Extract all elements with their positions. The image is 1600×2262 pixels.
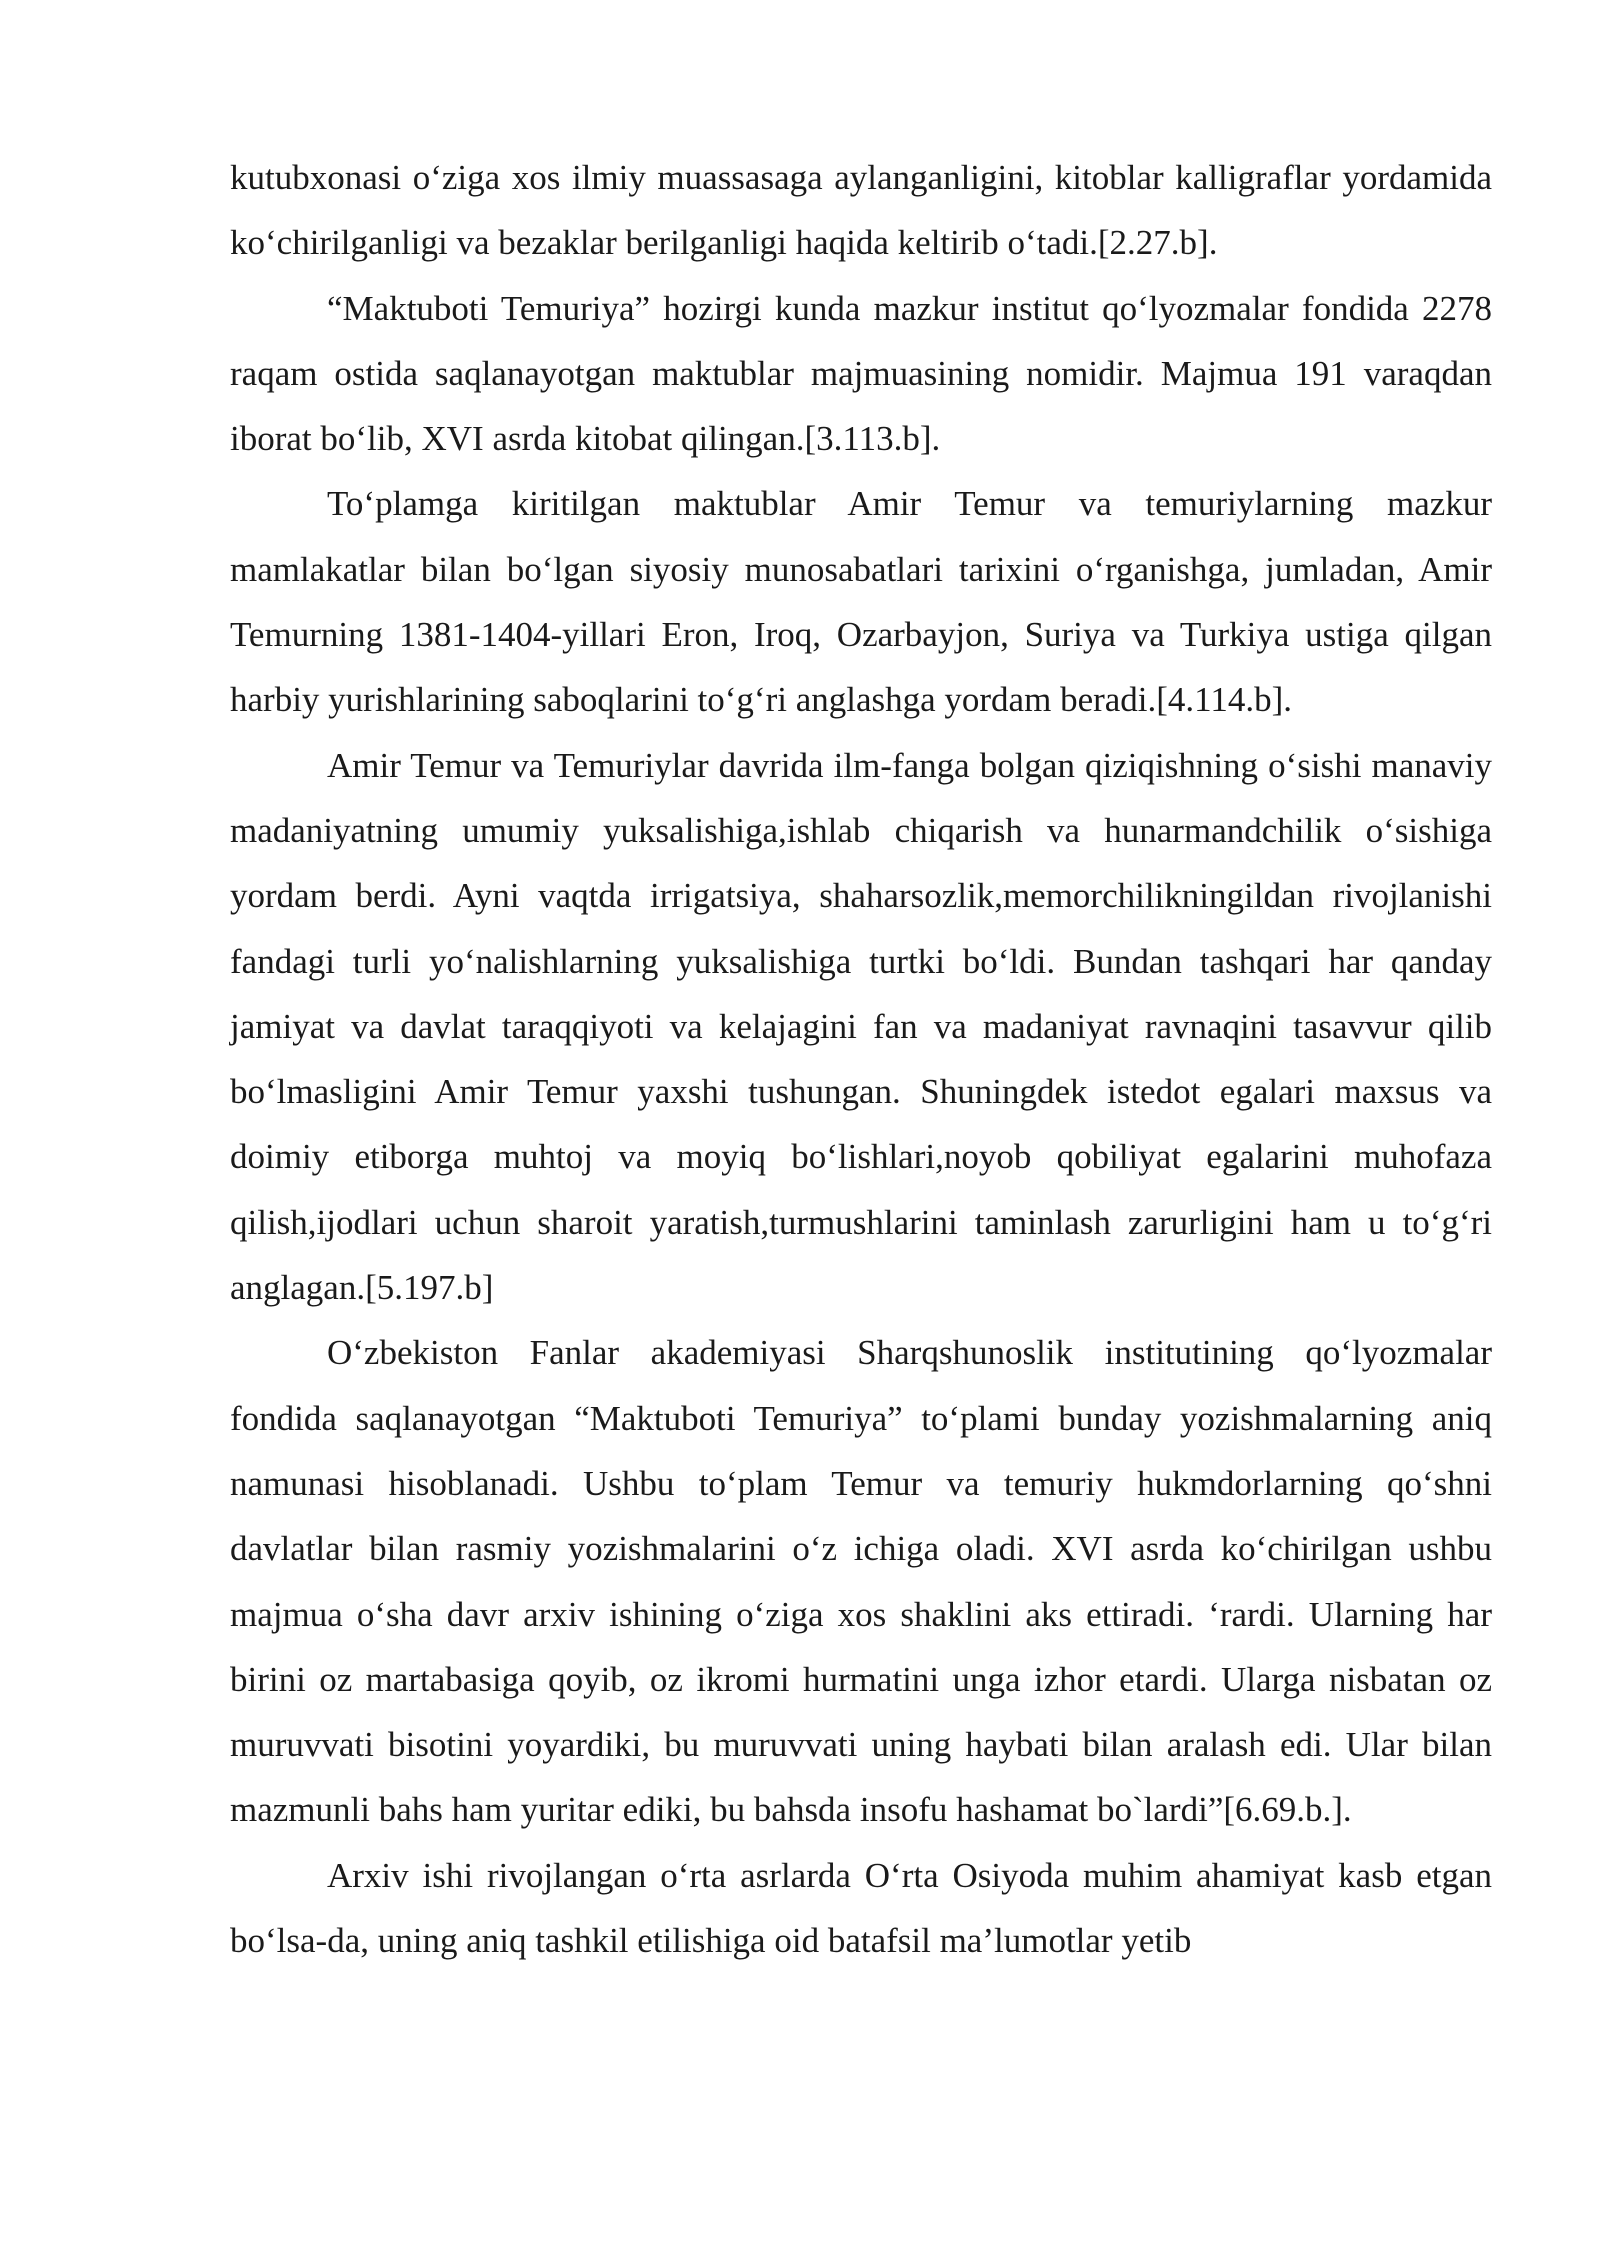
paragraph-continuation: kutubxonasi o‘ziga xos ilmiy muassasaga aylanganligini, kitoblar kalligraflar yordamida ko‘chirilganligi va bezaklar berilganligi haqida keltirib o‘tadi.[2.27.b]. <box>230 158 1492 263</box>
paragraph-letters-collection: To‘plamga kiritilgan maktublar Amir Temur va temuriylarning mazkur mamlakatlar bilan bo‘lgan siyosiy munosabatlari tarixini o‘rganishga, jumladan, Amir Temurning 1381-1404-yillari Eron, Iroq, Ozarbayjon, Suriya va Turkiya ustiga qilgan harbiy yurishlarining saboqlarini to‘g‘ri anglashga yordam beradi.[4.114.b]. <box>230 484 1492 720</box>
paragraph-academy-fund: O‘zbekiston Fanlar akademiyasi Sharqshunoslik institutining qo‘lyozmalar fondida saqlanayotgan “Maktuboti Temuriya” to‘plami bunday yozishmalarning aniq namunasi hisoblanadi. Ushbu to‘plam Temur va temuriy hukmdorlarning qo‘shni davlatlar bilan rasmiy yozishmalarini o‘z ichiga oladi. XVI asrda ko‘chirilgan ushbu majmua o‘sha davr arxiv ishining o‘ziga xos shaklini aks ettiradi. ‘rardi. Ularning har birini oz martabasiga qoyib, oz ikromi hurmatini unga izhor etardi. Ularga nisbatan oz muruvvati bisotini yoyardiki, bu muruvvati uning haybati bilan aralash edi. Ular bilan mazmunli bahs ham yuritar ediki, bu bahsda insofu hashamat bo`lardi”[6.69.b.]. <box>230 1333 1492 1830</box>
paragraph-maktuboti-temuriya: “Maktuboti Temuriya” hozirgi kunda mazkur institut qo‘lyozmalar fondida 2278 raqam ostida saqlanayotgan maktublar majmuasining nomidir. Majmua 191 varaqdan iborat bo‘lib, XVI asrda kitobat qilingan.[3.113.b]. <box>230 288 1492 459</box>
paragraph-archive-work: Arxiv ishi rivojlangan o‘rta asrlarda O‘rta Osiyoda muhim ahamiyat kasb etgan bo‘lsa-da, uning aniq tashkil etilishiga oid batafsil ma’lumotlar yetib <box>230 1855 1492 1961</box>
paragraph-science-culture: Amir Temur va Temuriylar davrida ilm-fanga bolgan qiziqishning o‘sishi manaviy madaniyatning umumiy yuksalishiga,ishlab chiqarish va hunarmandchilik o‘sishiga yordam berdi. Ayni vaqtda irrigatsiya, shaharsozlik,memorchilikningildan rivojlanishi fandagi turli yo‘nalishlarning yuksalishiga turtki bo‘ldi. Bundan tashqari har qanday jamiyat va davlat taraqqiyoti va kelajagini fan va madaniyat ravnaqini tasavvur qilib bo‘lmasligini Amir Temur yaxshi tushungan. Shuningdek istedot egalari maxsus va doimiy etiborga muhtoj va moyiq bo‘lishlari,noyob qobiliyat egalarini muhofaza qilish,ijodlari uchun sharoit yaratish,turmushlarini taminlash zarurligini ham u to‘g‘ri anglagan.[5.197.b] <box>230 745 1492 1308</box>
document-body <box>230 145 1492 1973</box>
